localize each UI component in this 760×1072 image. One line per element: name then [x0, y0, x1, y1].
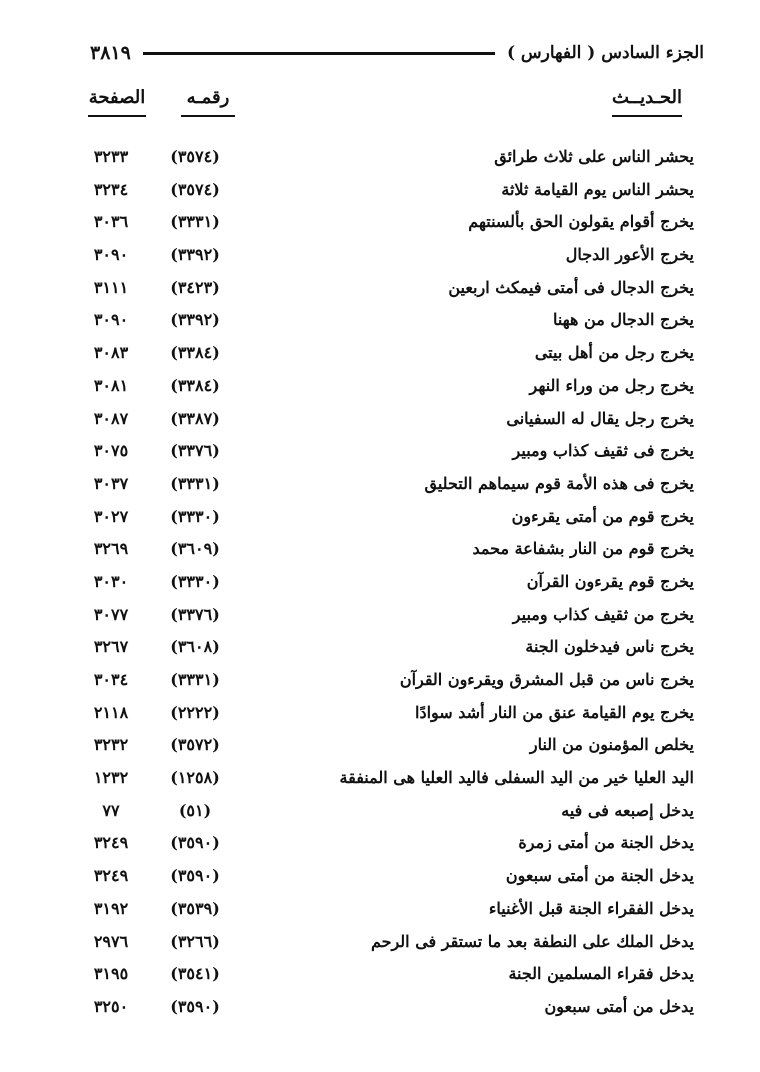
hadith-text: يدخل إصبعه فى فيه — [561, 800, 694, 820]
index-row — [0, 894, 760, 927]
hadith-number: (٣٣٨٤) — [170, 343, 220, 363]
hadith-text: يخرج رجل يقال له السفيانى — [506, 408, 694, 428]
hadith-number: (٣٣٣٠) — [170, 506, 220, 526]
page-reference: ١٢٣٢ — [93, 768, 129, 788]
hadith-text: يدخل الجنة من أمتى زمرة — [518, 833, 694, 853]
hadith-number: (٣٥٧٤) — [170, 179, 220, 199]
hadith-number: (٣٥٩٠) — [170, 996, 220, 1016]
hadith-number: (٣٥٣٩) — [170, 898, 220, 918]
index-row — [0, 142, 760, 175]
hadith-number: (٣٣٨٤) — [170, 375, 220, 395]
page-reference: ٣٠٣٠ — [93, 571, 129, 591]
index-row — [0, 534, 760, 567]
page-reference: ٣٠٧٥ — [93, 441, 129, 461]
index-row — [0, 828, 760, 861]
index-entries — [0, 142, 760, 1025]
hadith-text: يخرج أقوام يقولون الحق بألسنتهم — [468, 212, 694, 232]
page-reference: ٣٢٣٢ — [93, 735, 129, 755]
page-reference: ٣٢٣٣ — [93, 147, 129, 166]
page-reference: ٢٩٧٦ — [93, 931, 129, 951]
hadith-text: يحشر الناس على ثلاث طرائق — [494, 147, 694, 166]
hadith-text: يخرج قوم من أمتى يقرءون — [511, 506, 694, 526]
hadith-number: (٣٤٢٣) — [170, 277, 220, 297]
index-row — [0, 632, 760, 665]
column-header-number: رقمـه — [181, 84, 235, 117]
hadith-number: (٣٣٧٦) — [170, 604, 220, 624]
hadith-number: (٣٥٧٢) — [170, 735, 220, 755]
page-reference: ٣٠٣٤ — [93, 670, 129, 689]
hadith-text: يخرج يوم القيامة عنق من النار أشد سوادًا — [415, 702, 694, 722]
hadith-text: يدخل الملك على النطفة بعد ما تستقر فى الرحم — [370, 931, 694, 951]
index-row — [0, 796, 760, 829]
index-row — [0, 305, 760, 338]
page-reference: ٣٠٣٧ — [93, 473, 129, 493]
index-row — [0, 404, 760, 437]
hadith-number: (٣٥٩٠) — [170, 833, 220, 853]
hadith-number: (٣٣٣٠) — [170, 571, 220, 591]
index-row — [0, 567, 760, 600]
page-reference: ٣١٩٢ — [93, 898, 129, 918]
page-reference: ٣٠٧٧ — [93, 604, 129, 624]
index-row — [0, 469, 760, 502]
page-reference: ٧٧ — [102, 800, 120, 820]
hadith-text: يخرج من ثقيف كذاب ومبير — [512, 604, 694, 624]
page-reference: ٣٠٣٦ — [93, 212, 129, 232]
index-row — [0, 763, 760, 796]
hadith-text: يدخل الجنة من أمتى سبعون — [505, 866, 694, 886]
index-row — [0, 927, 760, 960]
hadith-text: يخرج قوم من النار بشفاعة محمد — [472, 539, 694, 559]
index-row — [0, 730, 760, 763]
index-row — [0, 600, 760, 633]
hadith-number: (٣٥٩٠) — [170, 866, 220, 886]
index-row — [0, 861, 760, 894]
index-row — [0, 436, 760, 469]
hadith-number: (٣٣٩٢) — [170, 245, 220, 265]
hadith-text: يخرج رجل من أهل بيتى — [534, 343, 694, 363]
page-reference: ٣٠٨١ — [93, 375, 129, 395]
page-reference: ٣٢٥٠ — [93, 996, 129, 1016]
page-reference: ٣٢٤٩ — [93, 833, 129, 853]
page-reference: ٣٢٦٩ — [93, 539, 129, 559]
index-row — [0, 207, 760, 240]
hadith-text: يدخل فقراء المسلمين الجنة — [508, 964, 694, 984]
hadith-number: (٣٣٨٧) — [170, 408, 220, 428]
hadith-text: يخرج ناس فيدخلون الجنة — [525, 637, 694, 657]
hadith-text: يخرج رجل من وراء النهر — [529, 375, 694, 395]
hadith-text: يخرج الدجال فى أمتى فيمكث اربعين — [448, 277, 694, 297]
hadith-text: اليد العليا خير من اليد السفلى فاليد العليا هى المنفقة — [339, 768, 694, 788]
hadith-text: يخرج فى هذه الأمة قوم سيماهم التحليق — [424, 473, 694, 493]
index-row — [0, 959, 760, 992]
page-number: ٣٨١٩ — [90, 42, 131, 64]
hadith-text: يخرج فى ثقيف كذاب ومبير — [512, 441, 694, 461]
column-header-page: الصفحة — [88, 84, 146, 117]
page-reference: ٣٢٦٧ — [93, 637, 129, 657]
hadith-number: (٣٢٦٦) — [170, 931, 220, 951]
hadith-number: (٣٣٣١) — [170, 473, 220, 493]
hadith-number: (٥١) — [178, 800, 212, 820]
index-row — [0, 371, 760, 404]
running-title: الجزء السادس ( الفهارس ) — [506, 43, 704, 63]
hadith-text: يخرج الدجال من ههنا — [552, 310, 694, 330]
hadith-text: يخرج ناس من قبل المشرق ويقرءون القرآن — [399, 670, 694, 689]
page-reference: ٣١١١ — [93, 277, 129, 297]
index-row — [0, 175, 760, 208]
hadith-number: (٣٣٣١) — [170, 670, 220, 689]
column-header-hadith: الحـديــث — [612, 84, 682, 117]
hadith-text: يحشر الناس يوم القيامة ثلاثة — [501, 179, 694, 199]
hadith-number: (٣٥٧٤) — [170, 147, 220, 166]
page-reference: ٣٢٤٩ — [93, 866, 129, 886]
running-head — [90, 38, 704, 68]
hadith-number: (٣٦٠٨) — [170, 637, 220, 657]
hadith-text: يدخل من أمتى سبعون — [544, 996, 694, 1016]
page-reference: ٣٠٢٧ — [93, 506, 129, 526]
index-row — [0, 273, 760, 306]
page-reference: ٣٠٨٧ — [93, 408, 129, 428]
index-row — [0, 338, 760, 371]
page-reference: ٣٠٨٣ — [93, 343, 129, 363]
index-row — [0, 698, 760, 731]
hadith-number: (٣٣٩٢) — [170, 310, 220, 330]
header-rule — [143, 52, 495, 55]
index-row — [0, 240, 760, 273]
hadith-number: (٣٦٠٩) — [170, 539, 220, 559]
hadith-text: يخلص المؤمنون من النار — [529, 735, 694, 755]
page-reference: ٣٠٩٠ — [93, 245, 129, 265]
index-row — [0, 992, 760, 1025]
hadith-number: (١٢٥٨) — [170, 768, 220, 788]
hadith-number: (٣٥٤١) — [170, 964, 220, 984]
hadith-text: يدخل الفقراء الجنة قبل الأغنياء — [488, 898, 694, 918]
page-reference: ٣٠٩٠ — [93, 310, 129, 330]
hadith-text: يخرج الأعور الدجال — [565, 245, 694, 265]
page-reference: ٣١٩٥ — [93, 964, 129, 984]
index-row — [0, 502, 760, 535]
hadith-number: (٣٣٣١) — [170, 212, 220, 232]
page-reference: ٣٢٣٤ — [93, 179, 129, 199]
index-row — [0, 665, 760, 698]
page-reference: ٢١١٨ — [93, 702, 129, 722]
hadith-number: (٣٣٧٦) — [170, 441, 220, 461]
hadith-number: (٢٢٢٢) — [170, 702, 220, 722]
hadith-text: يخرج قوم يقرءون القرآن — [526, 571, 694, 591]
